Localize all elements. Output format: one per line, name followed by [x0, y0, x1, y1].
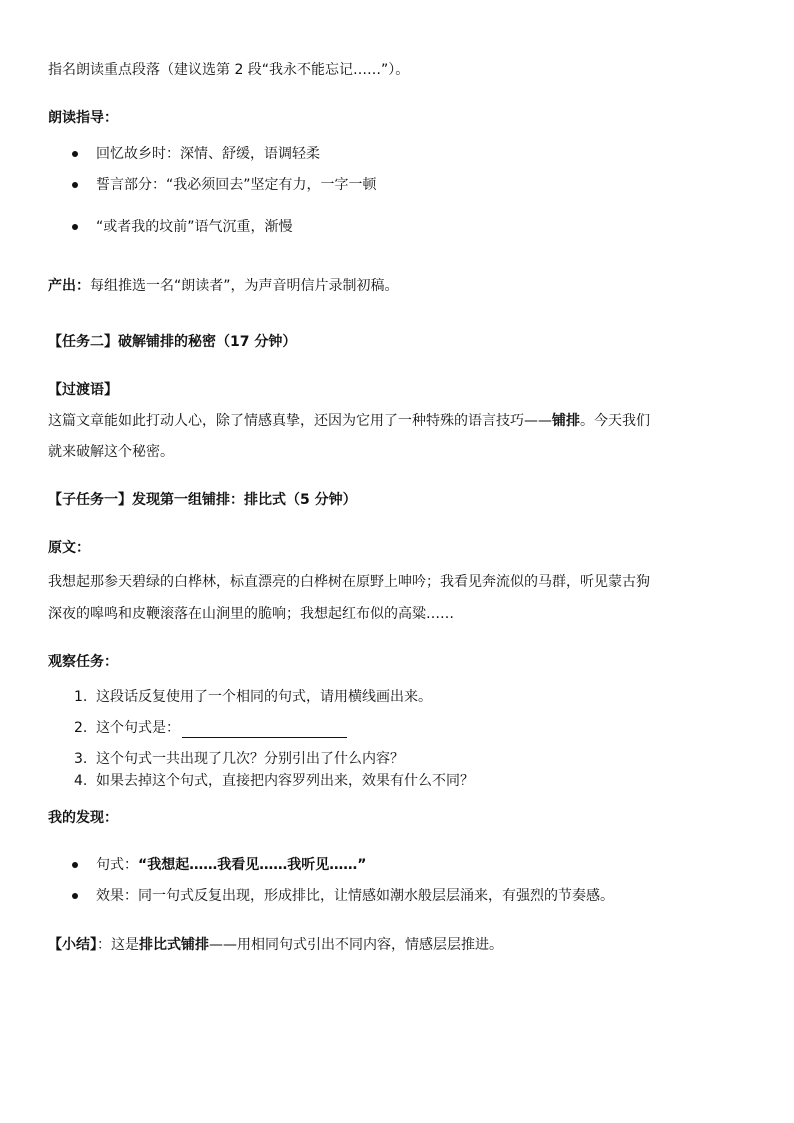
findings-heading: 我的发现：: [48, 810, 118, 826]
task-two-heading: 【任务二】破解铺排的秘密（17 分钟）: [48, 334, 297, 350]
fill-in-blank: [182, 723, 347, 738]
observe-item: 这个句式一共出现了几次？分别引出了什么内容？: [96, 751, 404, 767]
observe-task-heading: 观察任务：: [48, 654, 118, 670]
original-text-label: 原文：: [48, 540, 90, 556]
bullet-icon: [72, 182, 78, 188]
reading-guide-item: “或者我的坟前”语气沉重，渐慢: [96, 219, 293, 235]
intro-paragraph: 指名朗读重点段落（建议选第 2 段“我永不能忘记……”）。: [48, 62, 410, 78]
bullet-icon: [72, 224, 78, 230]
output-paragraph: [48, 276, 399, 296]
summary-label: 【小结】: [48, 937, 97, 953]
keyword-pupai: 铺排: [552, 413, 580, 429]
observe-item-number: 4.: [74, 773, 88, 789]
original-text-line: 我想起那参天碧绿的白桦林，标直漂亮的白桦树在原野上呻吟；我看见奔流似的马群，听见蒙古狗: [48, 574, 650, 590]
pattern-text: “我想起……我看见……我听见……”: [138, 857, 367, 873]
observe-item: 如果去掉这个句式，直接把内容罗列出来，效果有什么不同？: [96, 773, 474, 789]
bullet-icon: [72, 893, 78, 899]
observe-item: 这个句式是：: [96, 718, 347, 738]
output-text: 每组推选一名“朗读者”，为声音明信片录制初稿。: [90, 278, 399, 294]
bullet-icon: [72, 151, 78, 157]
observe-item-number: 1.: [74, 689, 88, 705]
summary-keyword: 排比式铺排: [139, 937, 209, 953]
original-text-line: 深夜的嗥鸣和皮鞭滚落在山涧里的脆响；我想起红布似的高粱……: [48, 606, 454, 622]
transition-heading: 【过渡语】: [48, 382, 118, 398]
observe-item: 这段话反复使用了一个相同的句式，请用横线画出来。: [96, 689, 432, 705]
subtask-one-heading: 【子任务一】发现第一组铺排：排比式（5 分钟）: [48, 492, 357, 508]
transition-text-line: 就来破解这个秘密。: [48, 444, 174, 460]
findings-item: 句式：“我想起……我看见……我听见……”: [96, 857, 367, 873]
reading-guide-heading: 朗读指导：: [48, 110, 118, 126]
reading-guide-item: 誓言部分：“我必须回去”坚定有力，一字一顿: [96, 177, 377, 193]
output-label: 产出：: [48, 278, 90, 294]
observe-item-number: 3.: [74, 751, 88, 767]
reading-guide-item: 回忆故乡时：深情、舒缓，语调轻柔: [96, 146, 320, 162]
observe-item-number: 2.: [74, 720, 88, 736]
summary-paragraph: 【小结】：这是排比式铺排——用相同句式引出不同内容，情感层层推进。: [48, 937, 503, 953]
findings-item: 效果：同一句式反复出现，形成排比，让情感如潮水般层层涌来，有强烈的节奏感。: [96, 888, 614, 904]
bullet-icon: [72, 862, 78, 868]
transition-text-line: 这篇文章能如此打动人心，除了情感真挚，还因为它用了一种特殊的语言技巧——铺排。今天我们: [48, 413, 650, 429]
